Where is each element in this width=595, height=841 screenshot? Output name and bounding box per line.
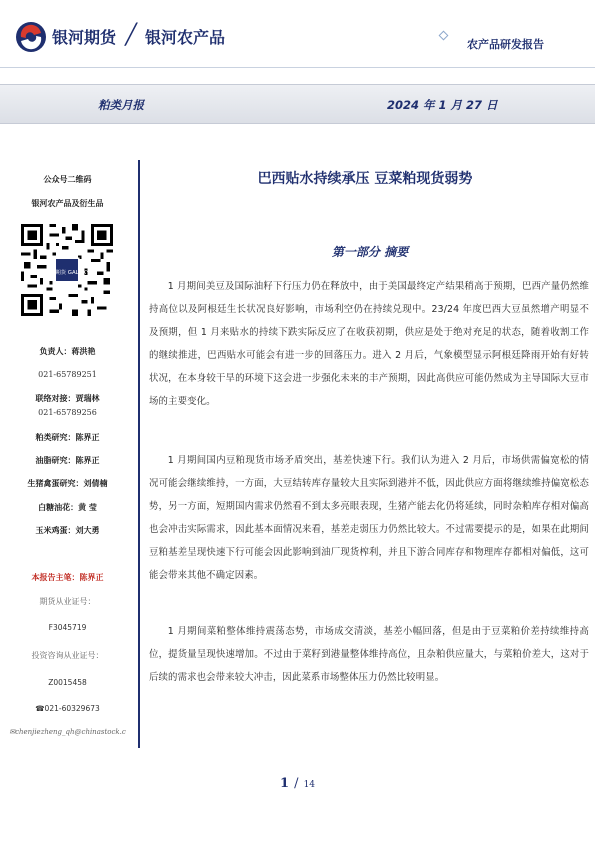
summary-paragraph: 1 月期间国内豆粕现货市场矛盾突出，基差快速下行。我们认为进入 2 月后，市场供需偏宽松的情况可能会继续维持，一方面，大豆结转库存量较大且实际到港并不低，因此供应方面将继续维持偏宽松态势，另一方面，短期国内需求仍然看不到太多亮眼表现，生猪产能去化仍将延续，同时杂粕库存相对偏高也会冲击实际需求，因此基本面情况来看，基差走弱压力仍然比较大。不过需要提示的是，如果在此期间豆粕基差呈现快速下行可能会因此影响到油厂现货榨利，并且下游合同库存和物理库存都相对偏低，这可能会带来其他不确定因素。	[149, 455, 589, 582]
sidebar-divider	[138, 160, 140, 748]
qr-caption: 公众号二维码	[43, 174, 92, 184]
brand-name: 银河期货	[52, 28, 117, 47]
summary-paragraph: 1 月期间菜粕整体维持震荡态势，市场成交清淡，基差小幅回落，但是由于豆菜粕价差持续维持高位，提货量呈现快速增加。不过由于菜籽到港量整体维持高位，且杂粕供应量大，与菜粕价差大，这对于后续的需求也会带来较大冲击，因此菜系市场整体压力仍然比较明显。	[149, 626, 589, 684]
contact-phone: ☎021-60329673	[35, 704, 100, 713]
consult-label: 投资咨询从业证号：	[31, 651, 104, 660]
researcher-corn: 玉米鸡蛋：刘大勇	[35, 525, 100, 535]
contact-liaison: 联络对接：贾瑞林	[35, 393, 100, 403]
report-date: 2024 年 1 月 27 日	[387, 98, 498, 112]
researcher-hog: 生猪禽蛋研究：刘倩楠	[27, 478, 108, 488]
license-number: F3045719	[48, 623, 87, 632]
summary-paragraph: 1 月期间美豆及国际油籽下行压力仍在释放中，由于美国最终定产结果稍高于预期，巴西产量仍然维持高位以及阿根廷生长状况良好影响，市场利空仍在持续兑现中。23/24 年度巴西大豆虽然增产明显不及预期，但 1 月来贴水的持续下跌实际反应了在收获初期，供应是处于绝对充足的状态，随着收割工作的继续推进，巴西贴水可能会有进一步的回落压力。进入 2 月后，气象模型显示阿根廷降雨开始有好转状况，在本身较干旱的环境下这会进一步强化未来的丰产预期，因此高供应可能仍然成为主导国际大豆市场的主要变化。	[149, 281, 589, 408]
contact-lead-phone: 021-65789251	[38, 370, 97, 379]
qr-center-label: 银河期货 GALAXY	[44, 270, 90, 277]
header-divider	[0, 67, 595, 68]
page-number	[0, 772, 595, 791]
researcher-oil: 油脂研究：陈界正	[35, 455, 100, 465]
headline: 巴西贴水持续承压 豆菜粕现货弱势	[257, 171, 473, 187]
page-total: 14	[303, 780, 316, 790]
galaxy-logo-icon	[14, 20, 48, 54]
qr-code	[21, 224, 113, 316]
qr-caption-sub: 银河农产品及衍生品	[31, 198, 104, 208]
page-header	[0, 0, 595, 62]
report-type: 农产品研发报告	[467, 38, 544, 51]
section-title: 第一部分 摘要	[331, 245, 409, 259]
page-current: 1	[279, 776, 289, 791]
consult-number: Z0015458	[48, 678, 87, 687]
page-separator: /	[294, 776, 299, 791]
sub-brand-name: 银河农产品	[145, 28, 226, 47]
researcher-sugar: 白糖油花：黄 莹	[38, 502, 97, 512]
contact-liaison-phone: 021-65789256	[38, 408, 97, 417]
report-title: 粕类月报	[98, 98, 144, 112]
researcher-meal: 粕类研究：陈界正	[35, 432, 100, 442]
brand-separator: ╱	[125, 22, 138, 46]
lead-author: 本报告主笔：陈界正	[31, 572, 104, 582]
diamond-icon	[439, 31, 449, 41]
title-band	[0, 84, 595, 124]
contact-email[interactable]: ✉chenjiezheng_qh@chinastock.c	[9, 728, 126, 736]
contact-lead: 负责人：蒋洪艳	[39, 346, 96, 356]
license-label: 期货从业证号：	[39, 597, 96, 606]
